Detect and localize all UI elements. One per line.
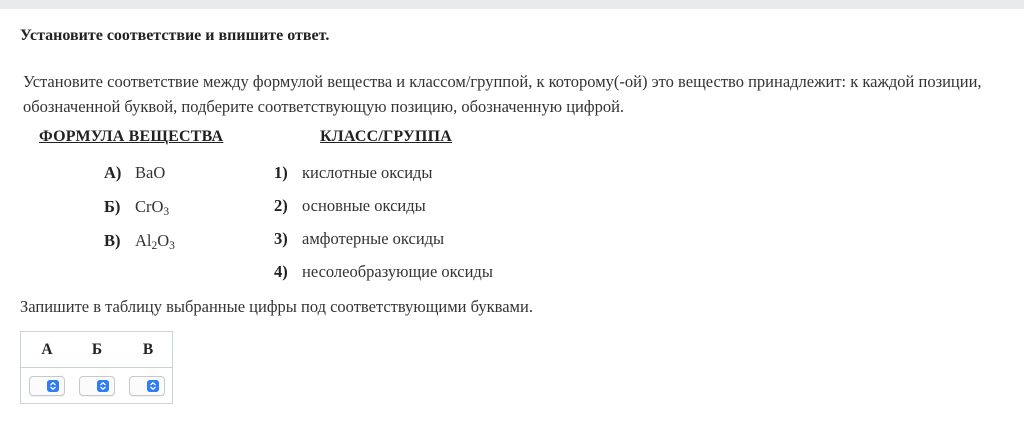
answer-select-b[interactable]: [79, 376, 115, 396]
instruction-text: Запишите в таблицу выбранные цифры под соответствующими буквами.: [20, 297, 533, 316]
formula-item-c: [104, 231, 175, 251]
answer-table-header: [21, 332, 172, 368]
formula-item-a: [104, 163, 165, 183]
answer-select-a[interactable]: [29, 376, 65, 396]
answer-table: [20, 331, 173, 404]
class-label: 2): [274, 196, 288, 215]
formula-label: А): [104, 163, 122, 182]
class-item-1: [274, 163, 433, 183]
select-arrows-icon: [47, 380, 59, 392]
class-label: 4): [274, 262, 288, 281]
class-column-header: КЛАСС/ГРУППА: [320, 128, 452, 145]
formula-label: Б): [104, 197, 121, 216]
class-label: 1): [274, 163, 288, 182]
formula-label: В): [104, 231, 121, 250]
question-text: Установите соответствие между формулой вещества и классом/группой, к которому(-ой) это вещество принадлежит: к каждой позиции, обозначенной буквой, подберите соответствующую позицию, обозначенную цифрой.: [23, 72, 982, 116]
select-arrows-icon: [147, 380, 159, 392]
class-item-3: [274, 229, 444, 249]
formula-value: CrO$_3$: [135, 197, 170, 218]
answer-select-c[interactable]: [129, 376, 165, 396]
top-bar: [0, 0, 1024, 9]
formula-item-b: [104, 197, 169, 217]
formula-value: BaO: [135, 163, 166, 182]
answer-header-c: В: [142, 341, 154, 358]
formula-column-header: ФОРМУЛА ВЕЩЕСТВА: [39, 128, 224, 145]
class-label: 3): [274, 229, 288, 248]
class-text: основные оксиды: [302, 196, 426, 215]
class-text: несолеобразующие оксиды: [302, 262, 493, 281]
select-arrows-icon: [97, 380, 109, 392]
answer-header-a: А: [41, 341, 53, 358]
class-text: кислотные оксиды: [302, 163, 433, 182]
class-text: амфотерные оксиды: [302, 229, 445, 248]
class-item-4: [274, 262, 493, 282]
task-title: Установите соответствие и впишите ответ.: [20, 27, 330, 44]
class-item-2: [274, 196, 426, 216]
answer-header-b: Б: [91, 341, 103, 358]
formula-value: $Al_2O_3$: [135, 231, 175, 252]
